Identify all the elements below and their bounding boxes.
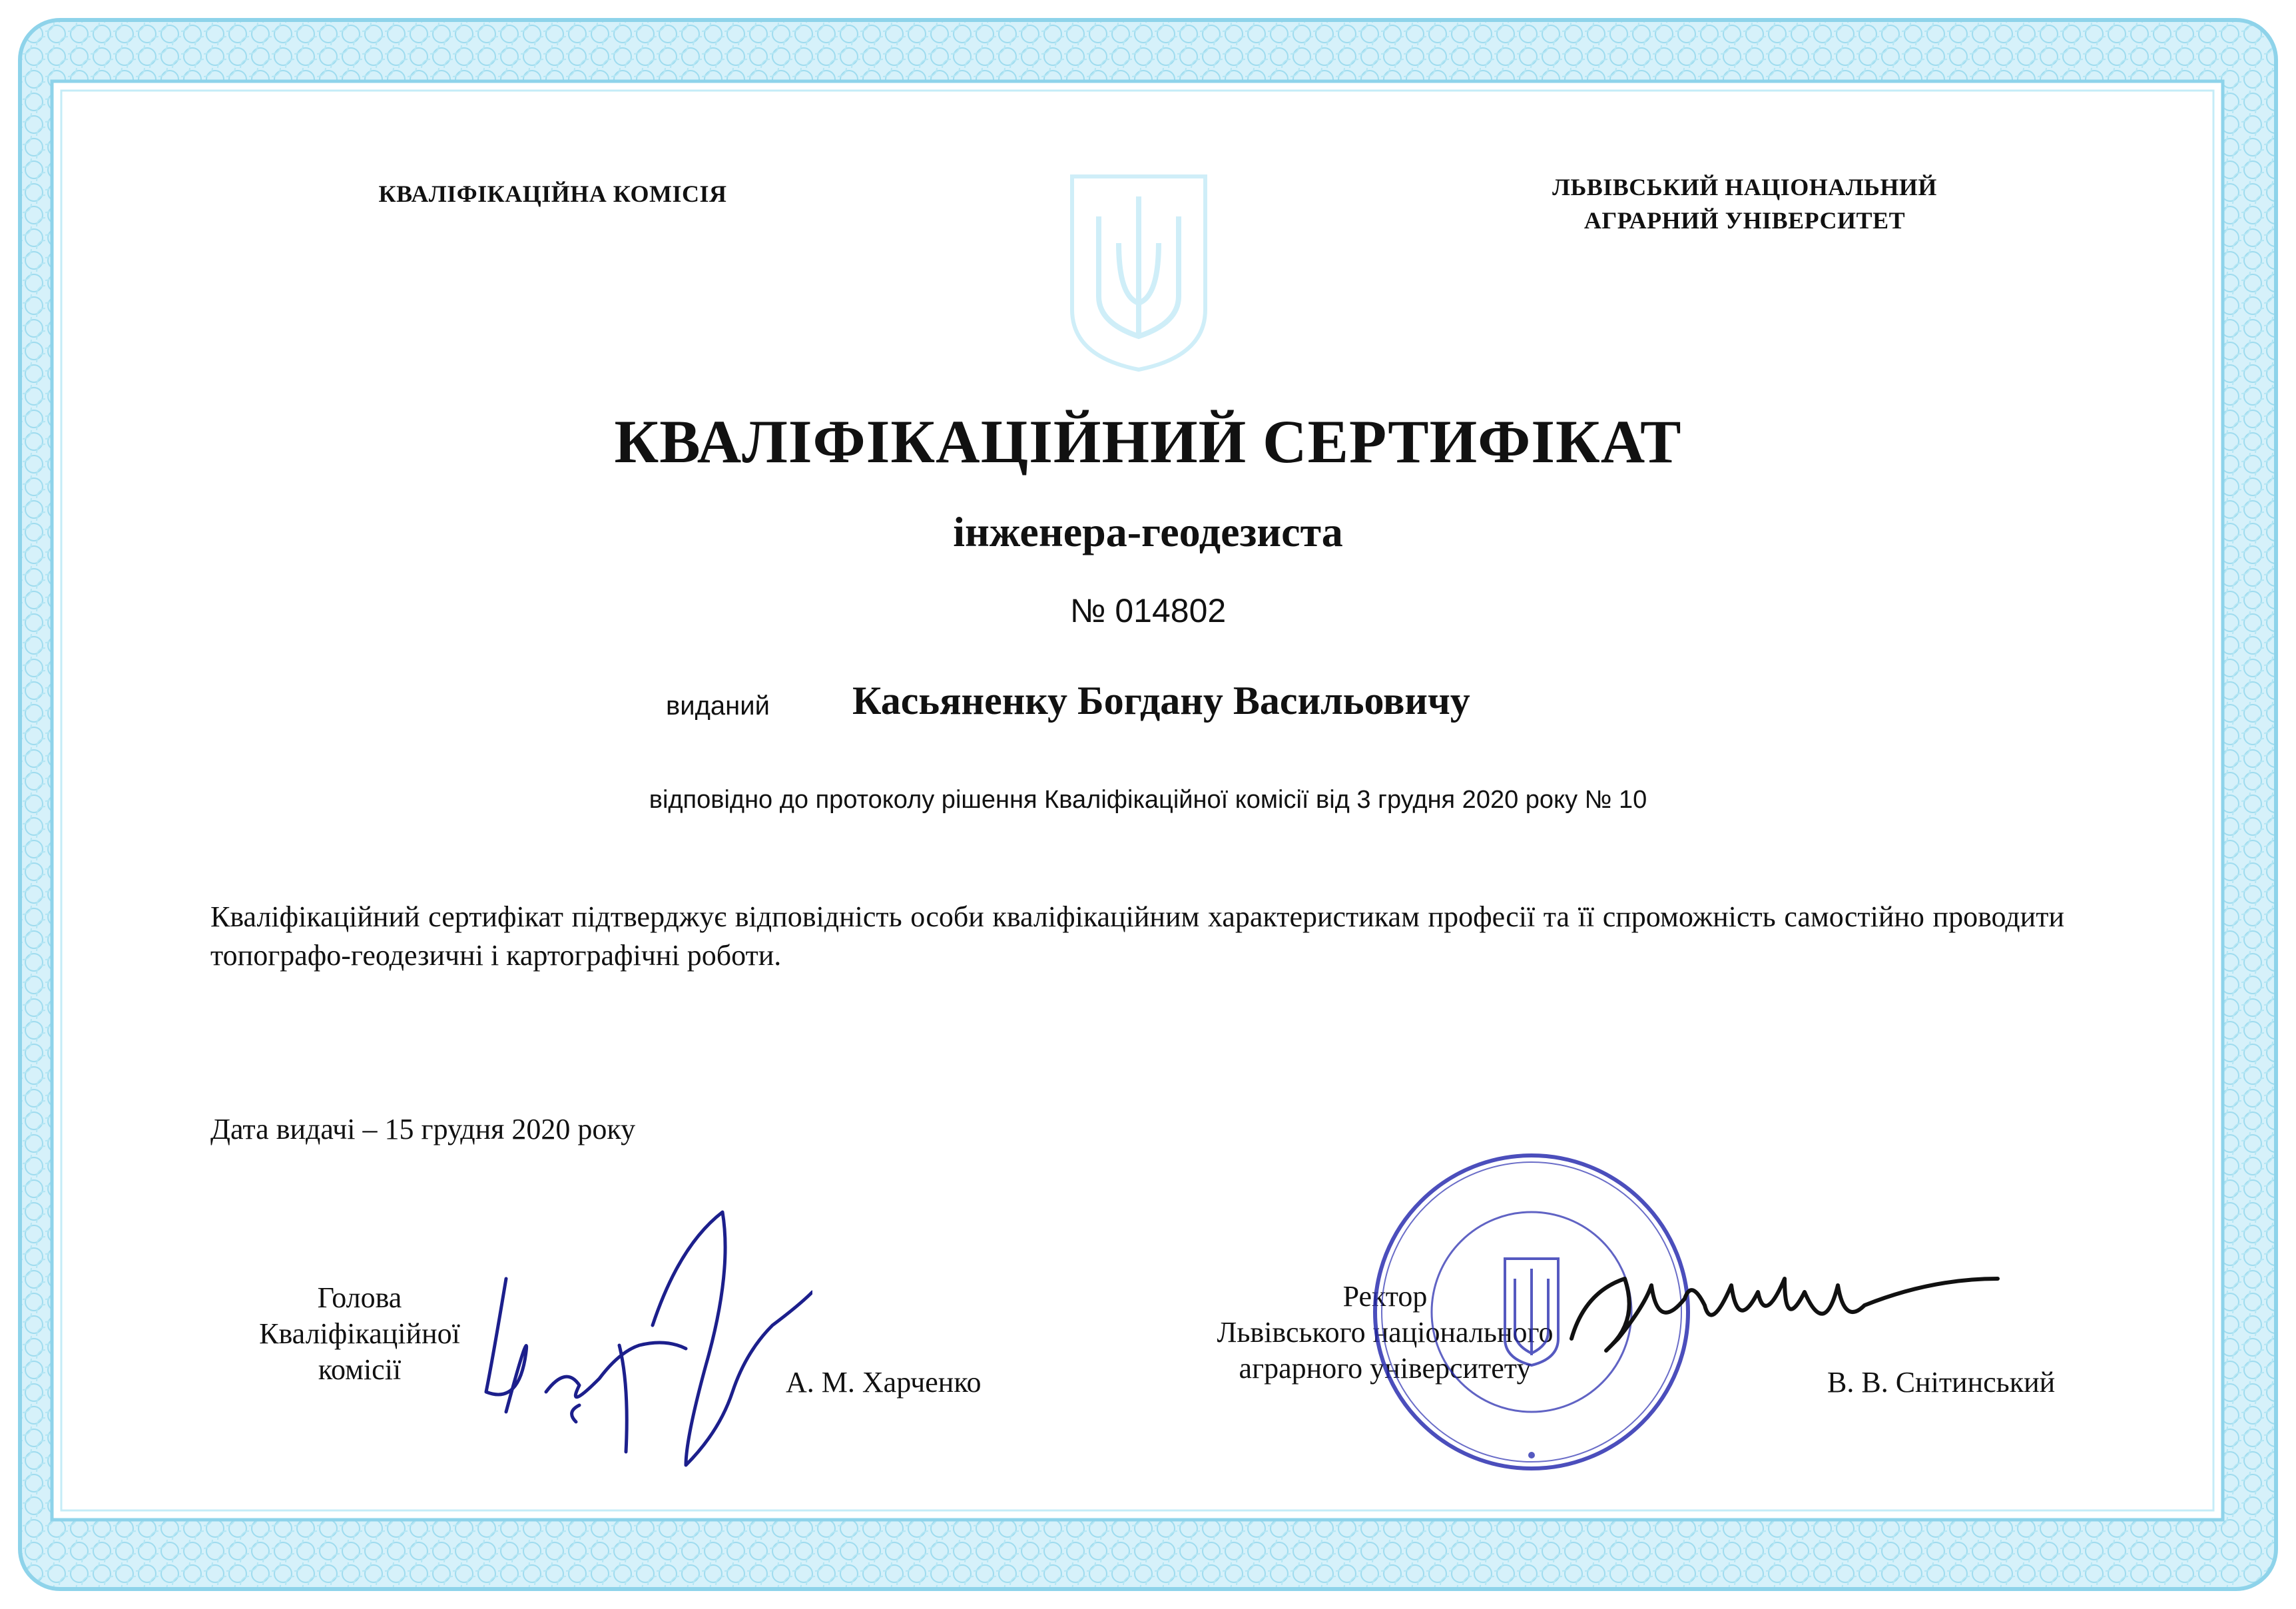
commission-header: КВАЛІФІКАЦІЙНА КОМІСІЯ [378,180,727,207]
handwritten-signature-right [1558,1239,2011,1379]
right-signatory-name: В. В. Снітинський [1827,1366,2056,1399]
left-position-line3: комісії [318,1353,402,1386]
university-header-line2: АГРАРНИЙ УНІВЕРСИТЕТ [1583,207,1906,234]
trident-emblem-watermark [1059,163,1219,376]
right-position-line3: аграрного університету [1239,1352,1532,1385]
issued-label: виданий [666,691,770,721]
handwritten-signature-left [466,1192,812,1498]
recipient-name: Касьяненку Богдану Васильовичу [852,679,1470,723]
certificate-subtitle: інженера-геодезиста [953,508,1343,555]
left-signatory-position [253,1280,466,1388]
certificate-body-text: Кваліфікаційний сертифікат підтверджує відповідність особи кваліфікаційним характеристикам професії та її спроможність самостійно проводити топографо-геодезичні і картографічні роботи. [210,900,2064,972]
certificate-number: № 014802 [1069,592,1227,629]
certificate-title: КВАЛІФІКАЦІЙНИЙ СЕРТИФІКАТ [614,408,1682,476]
protocol-reference: відповідно до протоколу рішення Кваліфікаційної комісії від 3 грудня 2020 року № 10 [649,786,1647,814]
left-signatory-name: А. М. Харченко [786,1366,982,1399]
right-position-line2: Львівського національного [1217,1316,1554,1349]
left-position-line2: Кваліфікаційної [259,1317,460,1350]
right-position-line1: Ректор [1342,1280,1428,1313]
university-header-line1: ЛЬВІВСЬКИЙ НАЦІОНАЛЬНИЙ [1552,174,1937,200]
university-header [1472,170,2018,237]
left-position-line1: Голова [317,1281,402,1314]
issue-date: Дата видачі – 15 грудня 2020 року [210,1113,636,1145]
